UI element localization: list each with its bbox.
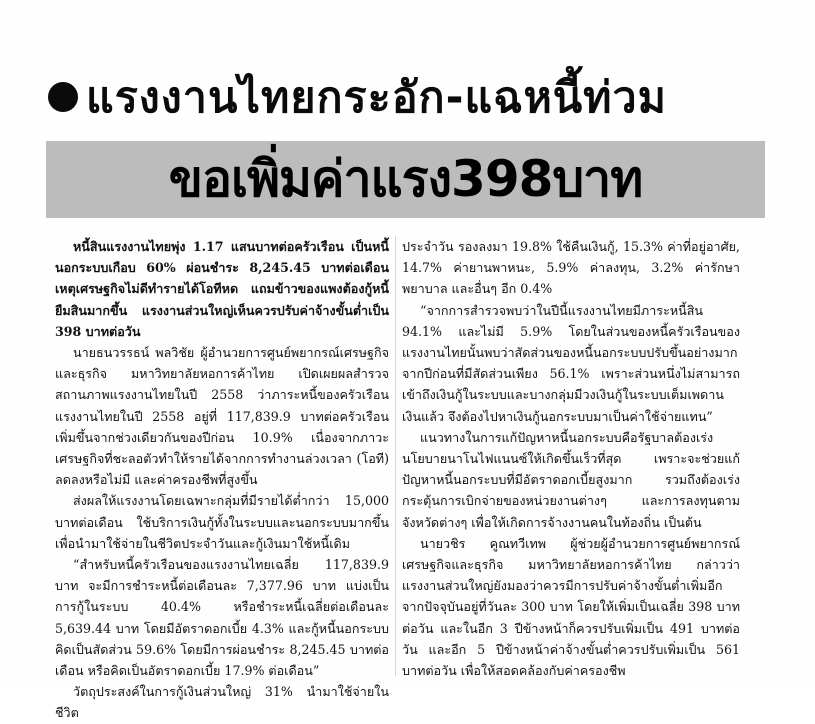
bullet-icon	[48, 82, 78, 112]
headline-top	[48, 70, 798, 126]
headline-main-text: ขอเพิ่มค่าแรง398บาท	[168, 150, 643, 208]
body-paragraph: ประจำวัน รองลงมา 19.8% ใช้คืนเงินกู้, 15.3% ค่าที่อยู่อาศัย, 14.7% ค่ายานพาหนะ, 5.9% ค่าลงทุน, 3.2% ค่ารักษาพยาบาล และอื่นๆ อีก 0.4%	[402, 239, 740, 297]
column-divider	[395, 236, 396, 676]
lead-paragraph: หนี้สินแรงงานไทยพุ่ง 1.17 แสนบาทต่อครัวเรือน เป็นหนี้นอกระบบเกือบ 60% ผ่อนชำระ 8,245.45 บาทต่อเดือน เหตุเศรษฐกิจไม่ดีทำรายได้โอทีหด แถมข้าวของแพงต้องกู้หนี้ยืมสินมากขึ้น แรงงานส่วนใหญ่เห็นควรปรับค่าจ้างขั้นต่ำเป็น 398 บาทต่อวัน	[55, 239, 389, 339]
body-paragraph: แนวทางในการแก้ปัญหาหนี้นอกระบบคือรัฐบาลต้องเร่งนโยบายนาโนไฟแนนซ์ให้เกิดขึ้นเร็วที่สุด เพราะจะช่วยแก้ปัญหาหนี้นอกระบบที่มีอัตราดอกเบี้ยสูงมาก รวมถึงต้องเร่งกระตุ้นการเบิกจ่ายของหน่วยงานต่างๆ และการลงทุนตามจังหวัดต่างๆ เพื่อให้เกิดการจ้างงานคนในท้องถิ่น เป็นต้น	[402, 429, 740, 530]
article-column-left	[55, 236, 389, 724]
headline-top-text: แรงงานไทยกระอัก-แฉหนี้ท่วม	[86, 73, 668, 123]
quote-paragraph: “สำหรับหนี้ครัวเรือนของแรงงานไทยเฉลี่ย 117,839.9 บาท จะมีการชำระหนี้ต่อเดือนละ 7,377.96 บาท แบ่งเป็น การกู้ในระบบ 40.4% หรือชำระหนี้เฉลี่ยต่อเดือนละ 5,639.44 บาท โดยมีอัตราดอกเบี้ย 4.3% และกู้หนี้นอกระบบคิดเป็นสัดส่วน 59.6% โดยมีการผ่อนชำระ 8,245.45 บาทต่อเดือน หรือคิดเป็นอัตราดอกเบี้ย 17.9% ต่อเดือน”	[55, 557, 389, 679]
body-paragraph: นายธนวรรธน์ พลวิชัย ผู้อำนวยการศูนย์พยากรณ์เศรษฐกิจและธุรกิจ มหาวิทยาลัยหอการค้าไทย เปิดเผยผลสำรวจสถานภาพแรงงานไทยในปี 2558 ว่าภาระหนี้ของครัวเรือนแรงงานไทยในปี 2558 อยู่ที่ 117,839.9 บาทต่อครัวเรือน เพิ่มขึ้นจากช่วงเดียวกันของปีก่อน 10.9% เนื่องจากภาวะเศรษฐกิจที่ชะลอตัวทำให้รายได้จากการทำงานล่วงเวลา (โอที) ลดลงหรือไม่มี และค่าครองชีพที่สูงขึ้น	[55, 345, 389, 488]
body-paragraph: นายวชิร คูณทวีเทพ ผู้ช่วยผู้อำนวยการศูนย์พยากรณ์เศรษฐกิจและธุรกิจ มหาวิทยาลัยหอการค้าไทย กล่าวว่าแรงงานส่วนใหญ่ยังมองว่าควรมีการปรับค่าจ้างขั้นต่ำเพิ่มอีกจากปัจจุบันอยู่ที่วันละ 300 บาท โดยให้เพิ่มเป็นเฉลี่ย 398 บาทต่อวัน และในอีก 3 ปีข้างหน้าก็ควรปรับเพิ่มเป็น 491 บาทต่อวัน และอีก 5 ปีข้างหน้าค่าจ้างขั้นต่ำควรปรับเพิ่มเป็น 561 บาทต่อวัน เพื่อให้สอดคล้องกับค่าครองชีพ	[402, 535, 740, 679]
headline-main-banner	[46, 141, 765, 218]
quote-paragraph: “จากการสำรวจพบว่าในปีนี้แรงงานไทยมีภาระหนี้สิน 94.1% และไม่มี 5.9% โดยในส่วนของหนี้ครัวเรือนของแรงงานไทยนั้นพบว่าสัดส่วนของหนี้นอกระบบปรับขึ้นอย่างมากจากปีก่อนที่มีสัดส่วนเพียง 56.1% เพราะส่วนหนึ่งไม่สามารถเข้าถึงเงินกู้ในระบบและบางกลุ่มมีวงเงินกู้ในระบบเต็มเพดานเงินแล้ว จึงต้องไปหาเงินกู้นอกระบบมาเป็นค่าใช้จ่ายแทน”	[402, 302, 740, 424]
body-paragraph: วัตถุประสงค์ในการกู้เงินส่วนใหญ่ 31% นำมาใช้จ่ายในชีวิต	[55, 684, 389, 721]
body-paragraph: ส่งผลให้แรงงานโดยเฉพาะกลุ่มที่มีรายได้ต่ำกว่า 15,000 บาทต่อเดือน ใช้บริการเงินกู้ทั้งในระบบและนอกระบบมากขึ้น เพื่อนำมาใช้จ่ายในชีวิตประจำวันและกู้เงินมาใช้หนี้เดิม	[55, 493, 389, 551]
article-column-right	[402, 236, 740, 681]
